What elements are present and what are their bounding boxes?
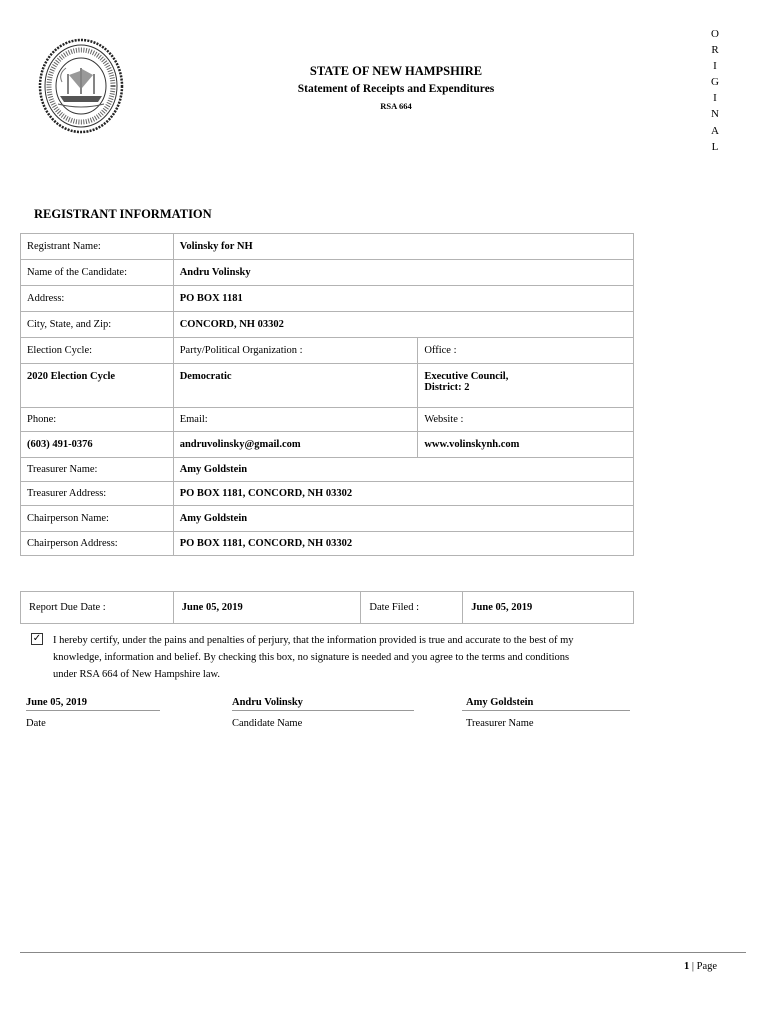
city-label: City, State, and Zip: [21,312,174,338]
chair-value: Amy Goldstein [173,506,633,532]
candidate-signature-value: Andru Volinsky [232,697,414,711]
table-row [21,364,634,408]
table-row [21,234,634,260]
email-label: Email: [173,408,418,432]
table-row [21,312,634,338]
website-value: www.volinskynh.com [418,432,634,458]
date-filed-label: Date Filed : [361,592,463,624]
office-value [418,364,634,408]
page-number [684,961,717,972]
candidate-value: Andru Volinsky [173,260,633,286]
table-row [21,506,634,532]
registrant-info-table [20,233,634,556]
page-number-value: 1 [684,961,690,972]
due-date-value: June 05, 2019 [173,592,361,624]
office-line-1: Executive Council, [424,371,509,382]
original-letter: G [711,76,719,89]
party-label: Party/Political Organization : [173,338,418,364]
page-suffix: | Page [689,961,718,972]
table-row [21,592,634,624]
date-filed-value: June 05, 2019 [463,592,634,624]
candidate-label: Name of the Candidate: [21,260,174,286]
treasurer-signature-label: Treasurer Name [466,718,534,729]
treasurer-address-label: Treasurer Address: [21,482,174,506]
certification-text: I hereby certify, under the pains and penalties of perjury, that the information provided is true and accurate to the best of my knowledge, information and belief. By checking this box, no signature is needed and you agree to the terms and conditions under RSA 664 of New Hampshire law. [53,635,574,680]
candidate-signature-label: Candidate Name [232,718,303,729]
original-letter: L [711,140,719,153]
email-value: andruvolinsky@gmail.com [173,432,418,458]
original-letter: A [711,124,719,137]
table-row [21,432,634,458]
certify-checkbox[interactable]: ✓ [32,633,42,644]
table-row [21,458,634,482]
table-row [21,286,634,312]
office-label: Office : [418,338,634,364]
document-title: STATE OF NEW HAMPSHIRE [309,64,483,78]
original-letter: O [711,28,719,40]
section-title: REGISTRANT INFORMATION [34,207,212,221]
due-date-label: Report Due Date : [21,592,174,624]
address-label: Address: [21,286,174,312]
treasurer-label: Treasurer Name: [21,458,174,482]
original-letter: I [713,60,717,73]
registrant-name-value: Volinsky for NH [173,234,633,260]
state-seal-image [38,38,124,134]
chair-address-label: Chairperson Address: [21,532,174,556]
chair-address-value: PO BOX 1181, CONCORD, NH 03302 [173,532,633,556]
city-value: CONCORD, NH 03302 [173,312,633,338]
treasurer-signature-value: Amy Goldstein [462,697,630,711]
phone-label: Phone: [21,408,174,432]
report-dates-table [20,591,634,624]
office-line-2: District: 2 [424,382,470,393]
treasurer-value: Amy Goldstein [173,458,633,482]
website-label: Website : [418,408,634,432]
date-signature-label: Date [26,718,46,729]
chair-label: Chairperson Name: [21,506,174,532]
table-row [21,338,634,364]
party-value: Democratic [173,364,418,408]
date-signature-value: June 05, 2019 [26,697,160,711]
phone-value: (603) 491-0376 [21,432,174,458]
statute-reference: RSA 664 [380,101,412,111]
table-row [21,482,634,506]
table-row [21,260,634,286]
table-row [21,532,634,556]
original-stamp [708,26,722,155]
footer-divider [20,952,746,953]
election-cycle-label: Election Cycle: [21,338,174,364]
treasurer-address-value: PO BOX 1181, CONCORD, NH 03302 [173,482,633,506]
registrant-name-label: Registrant Name: [21,234,174,260]
table-row [21,408,634,432]
original-letter: N [711,108,719,121]
document-subtitle: Statement of Receipts and Expenditures [297,83,495,95]
original-letter: R [711,44,719,57]
election-cycle-value: 2020 Election Cycle [21,364,174,408]
address-value: PO BOX 1181 [173,286,633,312]
original-letter: I [713,92,717,105]
